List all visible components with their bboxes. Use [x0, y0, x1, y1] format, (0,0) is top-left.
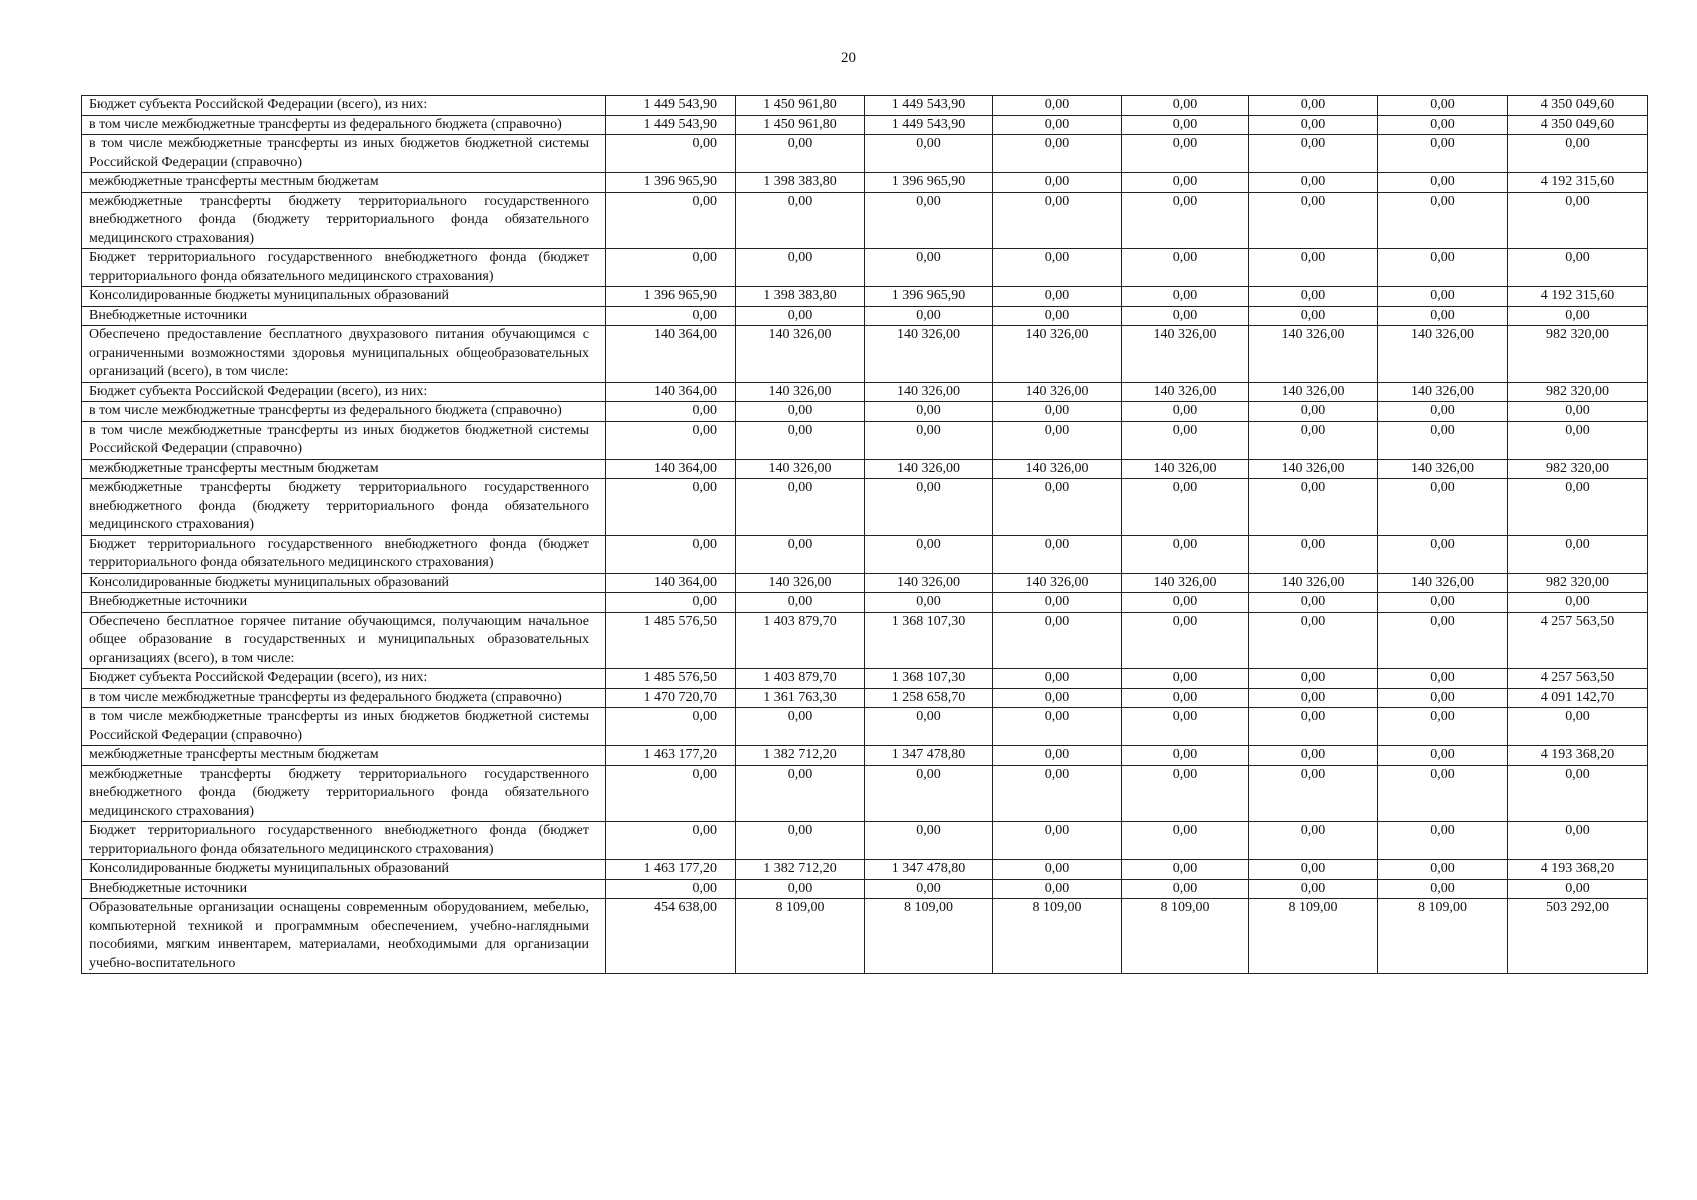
value-cell: 1 347 478,80 — [865, 860, 993, 880]
value-cell: 1 449 543,90 — [606, 96, 736, 116]
row-label: межбюджетные трансферты бюджету территориального государственного внебюджетного фонда (бюджету территориального фонда обязательного медицинского страхования) — [82, 765, 606, 822]
budget-table — [81, 95, 1648, 974]
table-row — [82, 899, 1648, 974]
table-row — [82, 306, 1648, 326]
value-cell: 0,00 — [1122, 115, 1249, 135]
value-cell: 0,00 — [1122, 173, 1249, 193]
value-cell: 0,00 — [865, 421, 993, 459]
value-cell: 4 350 049,60 — [1508, 96, 1648, 116]
value-cell: 140 364,00 — [606, 326, 736, 383]
value-cell: 1 403 879,70 — [736, 612, 865, 669]
value-cell: 0,00 — [865, 593, 993, 613]
value-cell: 0,00 — [1249, 860, 1378, 880]
value-cell: 0,00 — [736, 765, 865, 822]
value-cell: 8 109,00 — [1249, 899, 1378, 974]
value-cell: 0,00 — [1122, 135, 1249, 173]
table-row — [82, 669, 1648, 689]
table-row — [82, 287, 1648, 307]
row-label: Бюджет территориального государственного внебюджетного фонда (бюджет территориального фонда обязательного медицинского страхования) — [82, 535, 606, 573]
value-cell: 0,00 — [993, 96, 1122, 116]
value-cell: 0,00 — [1249, 765, 1378, 822]
value-cell: 0,00 — [736, 421, 865, 459]
value-cell: 0,00 — [1249, 688, 1378, 708]
table-row — [82, 459, 1648, 479]
value-cell: 1 396 965,90 — [865, 287, 993, 307]
value-cell: 0,00 — [1378, 708, 1508, 746]
value-cell: 0,00 — [736, 479, 865, 536]
value-cell: 1 450 961,80 — [736, 115, 865, 135]
value-cell: 0,00 — [1122, 688, 1249, 708]
table-row — [82, 326, 1648, 383]
value-cell: 1 382 712,20 — [736, 860, 865, 880]
row-label: Консолидированные бюджеты муниципальных образований — [82, 573, 606, 593]
value-cell: 140 326,00 — [736, 326, 865, 383]
value-cell: 0,00 — [865, 765, 993, 822]
table-row — [82, 249, 1648, 287]
table-body — [82, 96, 1648, 974]
row-label: в том числе межбюджетные трансферты из федерального бюджета (справочно) — [82, 402, 606, 422]
value-cell: 1 449 543,90 — [865, 96, 993, 116]
table-row — [82, 688, 1648, 708]
value-cell: 1 398 383,80 — [736, 287, 865, 307]
value-cell: 4 193 368,20 — [1508, 746, 1648, 766]
value-cell: 0,00 — [865, 822, 993, 860]
page-number: 20 — [841, 50, 856, 66]
table-row — [82, 382, 1648, 402]
value-cell: 1 368 107,30 — [865, 669, 993, 689]
value-cell: 8 109,00 — [1122, 899, 1249, 974]
value-cell: 0,00 — [1378, 879, 1508, 899]
value-cell: 1 347 478,80 — [865, 746, 993, 766]
value-cell: 140 326,00 — [865, 382, 993, 402]
value-cell: 0,00 — [1508, 421, 1648, 459]
value-cell: 1 450 961,80 — [736, 96, 865, 116]
value-cell: 8 109,00 — [1378, 899, 1508, 974]
value-cell: 0,00 — [1378, 765, 1508, 822]
value-cell: 0,00 — [993, 612, 1122, 669]
value-cell: 0,00 — [1122, 96, 1249, 116]
value-cell: 0,00 — [606, 402, 736, 422]
value-cell: 0,00 — [1378, 306, 1508, 326]
table-row — [82, 192, 1648, 249]
value-cell: 0,00 — [1249, 306, 1378, 326]
row-label: в том числе межбюджетные трансферты из федерального бюджета (справочно) — [82, 688, 606, 708]
row-label: Бюджет территориального государственного внебюджетного фонда (бюджет территориального фонда обязательного медицинского страхования) — [82, 822, 606, 860]
value-cell: 1 470 720,70 — [606, 688, 736, 708]
value-cell: 0,00 — [1122, 822, 1249, 860]
value-cell: 0,00 — [606, 421, 736, 459]
value-cell: 0,00 — [1508, 708, 1648, 746]
value-cell: 0,00 — [865, 306, 993, 326]
value-cell: 0,00 — [1378, 822, 1508, 860]
value-cell: 140 326,00 — [1249, 382, 1378, 402]
value-cell: 0,00 — [1249, 669, 1378, 689]
value-cell: 0,00 — [1249, 173, 1378, 193]
row-label: Бюджет субъекта Российской Федерации (всего), из них: — [82, 382, 606, 402]
value-cell: 4 193 368,20 — [1508, 860, 1648, 880]
value-cell: 0,00 — [993, 860, 1122, 880]
row-label: межбюджетные трансферты местным бюджетам — [82, 173, 606, 193]
row-label: Обеспечено бесплатное горячее питание обучающимся, получающим начальное общее образование в государственных и муниципальных образовательных организациях (всего), в том числе: — [82, 612, 606, 669]
value-cell: 140 326,00 — [865, 573, 993, 593]
value-cell: 0,00 — [1508, 306, 1648, 326]
value-cell: 140 326,00 — [1378, 326, 1508, 383]
value-cell: 140 326,00 — [865, 459, 993, 479]
value-cell: 0,00 — [736, 822, 865, 860]
value-cell: 1 398 383,80 — [736, 173, 865, 193]
value-cell: 0,00 — [993, 746, 1122, 766]
value-cell: 0,00 — [1378, 860, 1508, 880]
value-cell: 0,00 — [606, 822, 736, 860]
value-cell: 0,00 — [1249, 421, 1378, 459]
value-cell: 0,00 — [1249, 287, 1378, 307]
table-row — [82, 822, 1648, 860]
value-cell: 0,00 — [1378, 173, 1508, 193]
row-label: межбюджетные трансферты бюджету территориального государственного внебюджетного фонда (бюджету территориального фонда обязательного медицинского страхования) — [82, 192, 606, 249]
row-label: в том числе межбюджетные трансферты из федерального бюджета (справочно) — [82, 115, 606, 135]
value-cell: 0,00 — [993, 879, 1122, 899]
value-cell: 140 326,00 — [1378, 382, 1508, 402]
value-cell: 0,00 — [1122, 765, 1249, 822]
value-cell: 0,00 — [606, 879, 736, 899]
value-cell: 0,00 — [1508, 593, 1648, 613]
value-cell: 140 326,00 — [993, 573, 1122, 593]
value-cell: 0,00 — [993, 192, 1122, 249]
value-cell: 0,00 — [1378, 746, 1508, 766]
value-cell: 0,00 — [1378, 249, 1508, 287]
value-cell: 0,00 — [736, 249, 865, 287]
value-cell: 4 350 049,60 — [1508, 115, 1648, 135]
value-cell: 140 364,00 — [606, 573, 736, 593]
value-cell: 0,00 — [1249, 535, 1378, 573]
row-label: межбюджетные трансферты местным бюджетам — [82, 746, 606, 766]
value-cell: 0,00 — [1249, 402, 1378, 422]
value-cell: 0,00 — [736, 192, 865, 249]
value-cell: 0,00 — [1122, 287, 1249, 307]
value-cell: 0,00 — [1378, 287, 1508, 307]
table-row — [82, 860, 1648, 880]
table-row — [82, 765, 1648, 822]
value-cell: 0,00 — [993, 421, 1122, 459]
value-cell: 0,00 — [1249, 249, 1378, 287]
value-cell: 0,00 — [1508, 535, 1648, 573]
value-cell: 8 109,00 — [865, 899, 993, 974]
value-cell: 0,00 — [865, 249, 993, 287]
value-cell: 8 109,00 — [736, 899, 865, 974]
value-cell: 0,00 — [1508, 192, 1648, 249]
row-label: в том числе межбюджетные трансферты из иных бюджетов бюджетной системы Российской Федерации (справочно) — [82, 421, 606, 459]
row-label: Консолидированные бюджеты муниципальных образований — [82, 287, 606, 307]
value-cell: 0,00 — [606, 765, 736, 822]
value-cell: 982 320,00 — [1508, 459, 1648, 479]
value-cell: 0,00 — [1249, 612, 1378, 669]
value-cell: 0,00 — [1378, 535, 1508, 573]
table-row — [82, 593, 1648, 613]
value-cell: 0,00 — [1122, 879, 1249, 899]
value-cell: 0,00 — [736, 135, 865, 173]
value-cell: 140 364,00 — [606, 459, 736, 479]
table-row — [82, 135, 1648, 173]
value-cell: 0,00 — [993, 479, 1122, 536]
value-cell: 0,00 — [1122, 249, 1249, 287]
value-cell: 0,00 — [1122, 402, 1249, 422]
value-cell: 0,00 — [606, 306, 736, 326]
value-cell: 0,00 — [993, 173, 1122, 193]
value-cell: 140 326,00 — [1249, 326, 1378, 383]
value-cell: 0,00 — [1249, 115, 1378, 135]
table-row — [82, 479, 1648, 536]
value-cell: 0,00 — [1249, 822, 1378, 860]
value-cell: 0,00 — [993, 306, 1122, 326]
value-cell: 0,00 — [993, 593, 1122, 613]
value-cell: 0,00 — [1378, 115, 1508, 135]
value-cell: 0,00 — [865, 708, 993, 746]
value-cell: 0,00 — [993, 249, 1122, 287]
value-cell: 0,00 — [1249, 135, 1378, 173]
value-cell: 0,00 — [1249, 479, 1378, 536]
value-cell: 0,00 — [1378, 479, 1508, 536]
value-cell: 0,00 — [1249, 708, 1378, 746]
value-cell: 4 192 315,60 — [1508, 173, 1648, 193]
value-cell: 0,00 — [1122, 669, 1249, 689]
value-cell: 0,00 — [993, 535, 1122, 573]
value-cell: 0,00 — [1378, 688, 1508, 708]
table-row — [82, 115, 1648, 135]
row-label: Внебюджетные источники — [82, 593, 606, 613]
value-cell: 0,00 — [865, 135, 993, 173]
value-cell: 0,00 — [865, 879, 993, 899]
row-label: в том числе межбюджетные трансферты из иных бюджетов бюджетной системы Российской Федерации (справочно) — [82, 708, 606, 746]
value-cell: 982 320,00 — [1508, 382, 1648, 402]
value-cell: 1 463 177,20 — [606, 746, 736, 766]
value-cell: 0,00 — [1122, 192, 1249, 249]
row-label: Консолидированные бюджеты муниципальных образований — [82, 860, 606, 880]
value-cell: 0,00 — [1122, 708, 1249, 746]
value-cell: 1 449 543,90 — [865, 115, 993, 135]
value-cell: 0,00 — [1249, 192, 1378, 249]
value-cell: 0,00 — [1122, 421, 1249, 459]
value-cell: 1 382 712,20 — [736, 746, 865, 766]
value-cell: 0,00 — [1378, 96, 1508, 116]
value-cell: 0,00 — [606, 479, 736, 536]
value-cell: 0,00 — [1249, 879, 1378, 899]
value-cell: 1 361 763,30 — [736, 688, 865, 708]
value-cell: 1 485 576,50 — [606, 612, 736, 669]
value-cell: 1 449 543,90 — [606, 115, 736, 135]
value-cell: 0,00 — [993, 115, 1122, 135]
value-cell: 0,00 — [1249, 96, 1378, 116]
value-cell: 4 257 563,50 — [1508, 669, 1648, 689]
value-cell: 0,00 — [606, 535, 736, 573]
value-cell: 140 326,00 — [736, 459, 865, 479]
row-label: Бюджет субъекта Российской Федерации (всего), из них: — [82, 96, 606, 116]
table-row — [82, 535, 1648, 573]
value-cell: 982 320,00 — [1508, 326, 1648, 383]
value-cell: 0,00 — [1122, 535, 1249, 573]
table-row — [82, 879, 1648, 899]
value-cell: 140 326,00 — [993, 459, 1122, 479]
value-cell: 0,00 — [736, 306, 865, 326]
value-cell: 0,00 — [993, 688, 1122, 708]
table-row — [82, 96, 1648, 116]
value-cell: 0,00 — [1508, 135, 1648, 173]
value-cell: 1 463 177,20 — [606, 860, 736, 880]
value-cell: 0,00 — [606, 593, 736, 613]
value-cell: 0,00 — [993, 669, 1122, 689]
value-cell: 0,00 — [1122, 612, 1249, 669]
value-cell: 140 326,00 — [993, 326, 1122, 383]
row-label: Образовательные организации оснащены современным оборудованием, мебелью, компьютерной техникой и программным обеспечением, учебно-наглядными пособиями, мягким инвентарем, материалами, необходимыми для организации учебно-воспитательного — [82, 899, 606, 974]
table-row — [82, 573, 1648, 593]
value-cell: 0,00 — [865, 402, 993, 422]
value-cell: 0,00 — [1508, 879, 1648, 899]
value-cell: 0,00 — [1249, 746, 1378, 766]
table-row — [82, 746, 1648, 766]
row-label: Внебюджетные источники — [82, 879, 606, 899]
value-cell: 0,00 — [1508, 402, 1648, 422]
value-cell: 140 326,00 — [1122, 573, 1249, 593]
value-cell: 140 326,00 — [1378, 573, 1508, 593]
value-cell: 140 326,00 — [1122, 459, 1249, 479]
value-cell: 0,00 — [606, 708, 736, 746]
value-cell: 0,00 — [1122, 746, 1249, 766]
value-cell: 140 364,00 — [606, 382, 736, 402]
value-cell: 1 396 965,90 — [606, 287, 736, 307]
value-cell: 0,00 — [1378, 421, 1508, 459]
value-cell: 0,00 — [736, 879, 865, 899]
row-label: в том числе межбюджетные трансферты из иных бюджетов бюджетной системы Российской Федерации (справочно) — [82, 135, 606, 173]
value-cell: 0,00 — [1508, 249, 1648, 287]
value-cell: 1 485 576,50 — [606, 669, 736, 689]
value-cell: 0,00 — [1508, 765, 1648, 822]
value-cell: 0,00 — [993, 402, 1122, 422]
value-cell: 1 403 879,70 — [736, 669, 865, 689]
value-cell: 0,00 — [606, 135, 736, 173]
value-cell: 0,00 — [1122, 593, 1249, 613]
value-cell: 0,00 — [606, 192, 736, 249]
value-cell: 140 326,00 — [736, 573, 865, 593]
value-cell: 0,00 — [1378, 135, 1508, 173]
value-cell: 503 292,00 — [1508, 899, 1648, 974]
value-cell: 1 396 965,90 — [606, 173, 736, 193]
table-row — [82, 612, 1648, 669]
value-cell: 0,00 — [1122, 860, 1249, 880]
value-cell: 0,00 — [993, 765, 1122, 822]
row-label: Бюджет территориального государственного внебюджетного фонда (бюджет территориального фонда обязательного медицинского страхования) — [82, 249, 606, 287]
value-cell: 0,00 — [1378, 612, 1508, 669]
value-cell: 4 192 315,60 — [1508, 287, 1648, 307]
table-row — [82, 402, 1648, 422]
value-cell: 0,00 — [736, 708, 865, 746]
value-cell: 1 368 107,30 — [865, 612, 993, 669]
value-cell: 0,00 — [993, 287, 1122, 307]
value-cell: 0,00 — [865, 535, 993, 573]
value-cell: 0,00 — [1249, 593, 1378, 613]
row-label: Внебюджетные источники — [82, 306, 606, 326]
value-cell: 0,00 — [865, 479, 993, 536]
value-cell: 0,00 — [736, 402, 865, 422]
value-cell: 0,00 — [1378, 192, 1508, 249]
value-cell: 140 326,00 — [1249, 573, 1378, 593]
row-label: межбюджетные трансферты бюджету территориального государственного внебюджетного фонда (бюджету территориального фонда обязательного медицинского страхования) — [82, 479, 606, 536]
value-cell: 0,00 — [1378, 593, 1508, 613]
value-cell: 140 326,00 — [1122, 326, 1249, 383]
value-cell: 140 326,00 — [865, 326, 993, 383]
value-cell: 0,00 — [993, 135, 1122, 173]
row-label: Обеспечено предоставление бесплатного двухразового питания обучающимся с ограниченными возможностями здоровья муниципальных общеобразовательных организаций (всего), в том числе: — [82, 326, 606, 383]
value-cell: 0,00 — [865, 192, 993, 249]
value-cell: 0,00 — [606, 249, 736, 287]
value-cell: 0,00 — [1378, 402, 1508, 422]
value-cell: 0,00 — [736, 593, 865, 613]
value-cell: 0,00 — [1122, 479, 1249, 536]
value-cell: 0,00 — [1508, 822, 1648, 860]
value-cell: 4 091 142,70 — [1508, 688, 1648, 708]
value-cell: 0,00 — [1122, 306, 1249, 326]
value-cell: 0,00 — [736, 535, 865, 573]
table-row — [82, 173, 1648, 193]
table-row — [82, 421, 1648, 459]
row-label: межбюджетные трансферты местным бюджетам — [82, 459, 606, 479]
value-cell: 982 320,00 — [1508, 573, 1648, 593]
value-cell: 454 638,00 — [606, 899, 736, 974]
row-label: Бюджет субъекта Российской Федерации (всего), из них: — [82, 669, 606, 689]
value-cell: 8 109,00 — [993, 899, 1122, 974]
value-cell: 140 326,00 — [1122, 382, 1249, 402]
value-cell: 0,00 — [993, 822, 1122, 860]
value-cell: 1 396 965,90 — [865, 173, 993, 193]
value-cell: 0,00 — [1508, 479, 1648, 536]
value-cell: 140 326,00 — [1378, 459, 1508, 479]
value-cell: 0,00 — [993, 708, 1122, 746]
value-cell: 1 258 658,70 — [865, 688, 993, 708]
table-row — [82, 708, 1648, 746]
value-cell: 140 326,00 — [736, 382, 865, 402]
value-cell: 140 326,00 — [993, 382, 1122, 402]
value-cell: 0,00 — [1378, 669, 1508, 689]
value-cell: 4 257 563,50 — [1508, 612, 1648, 669]
value-cell: 140 326,00 — [1249, 459, 1378, 479]
